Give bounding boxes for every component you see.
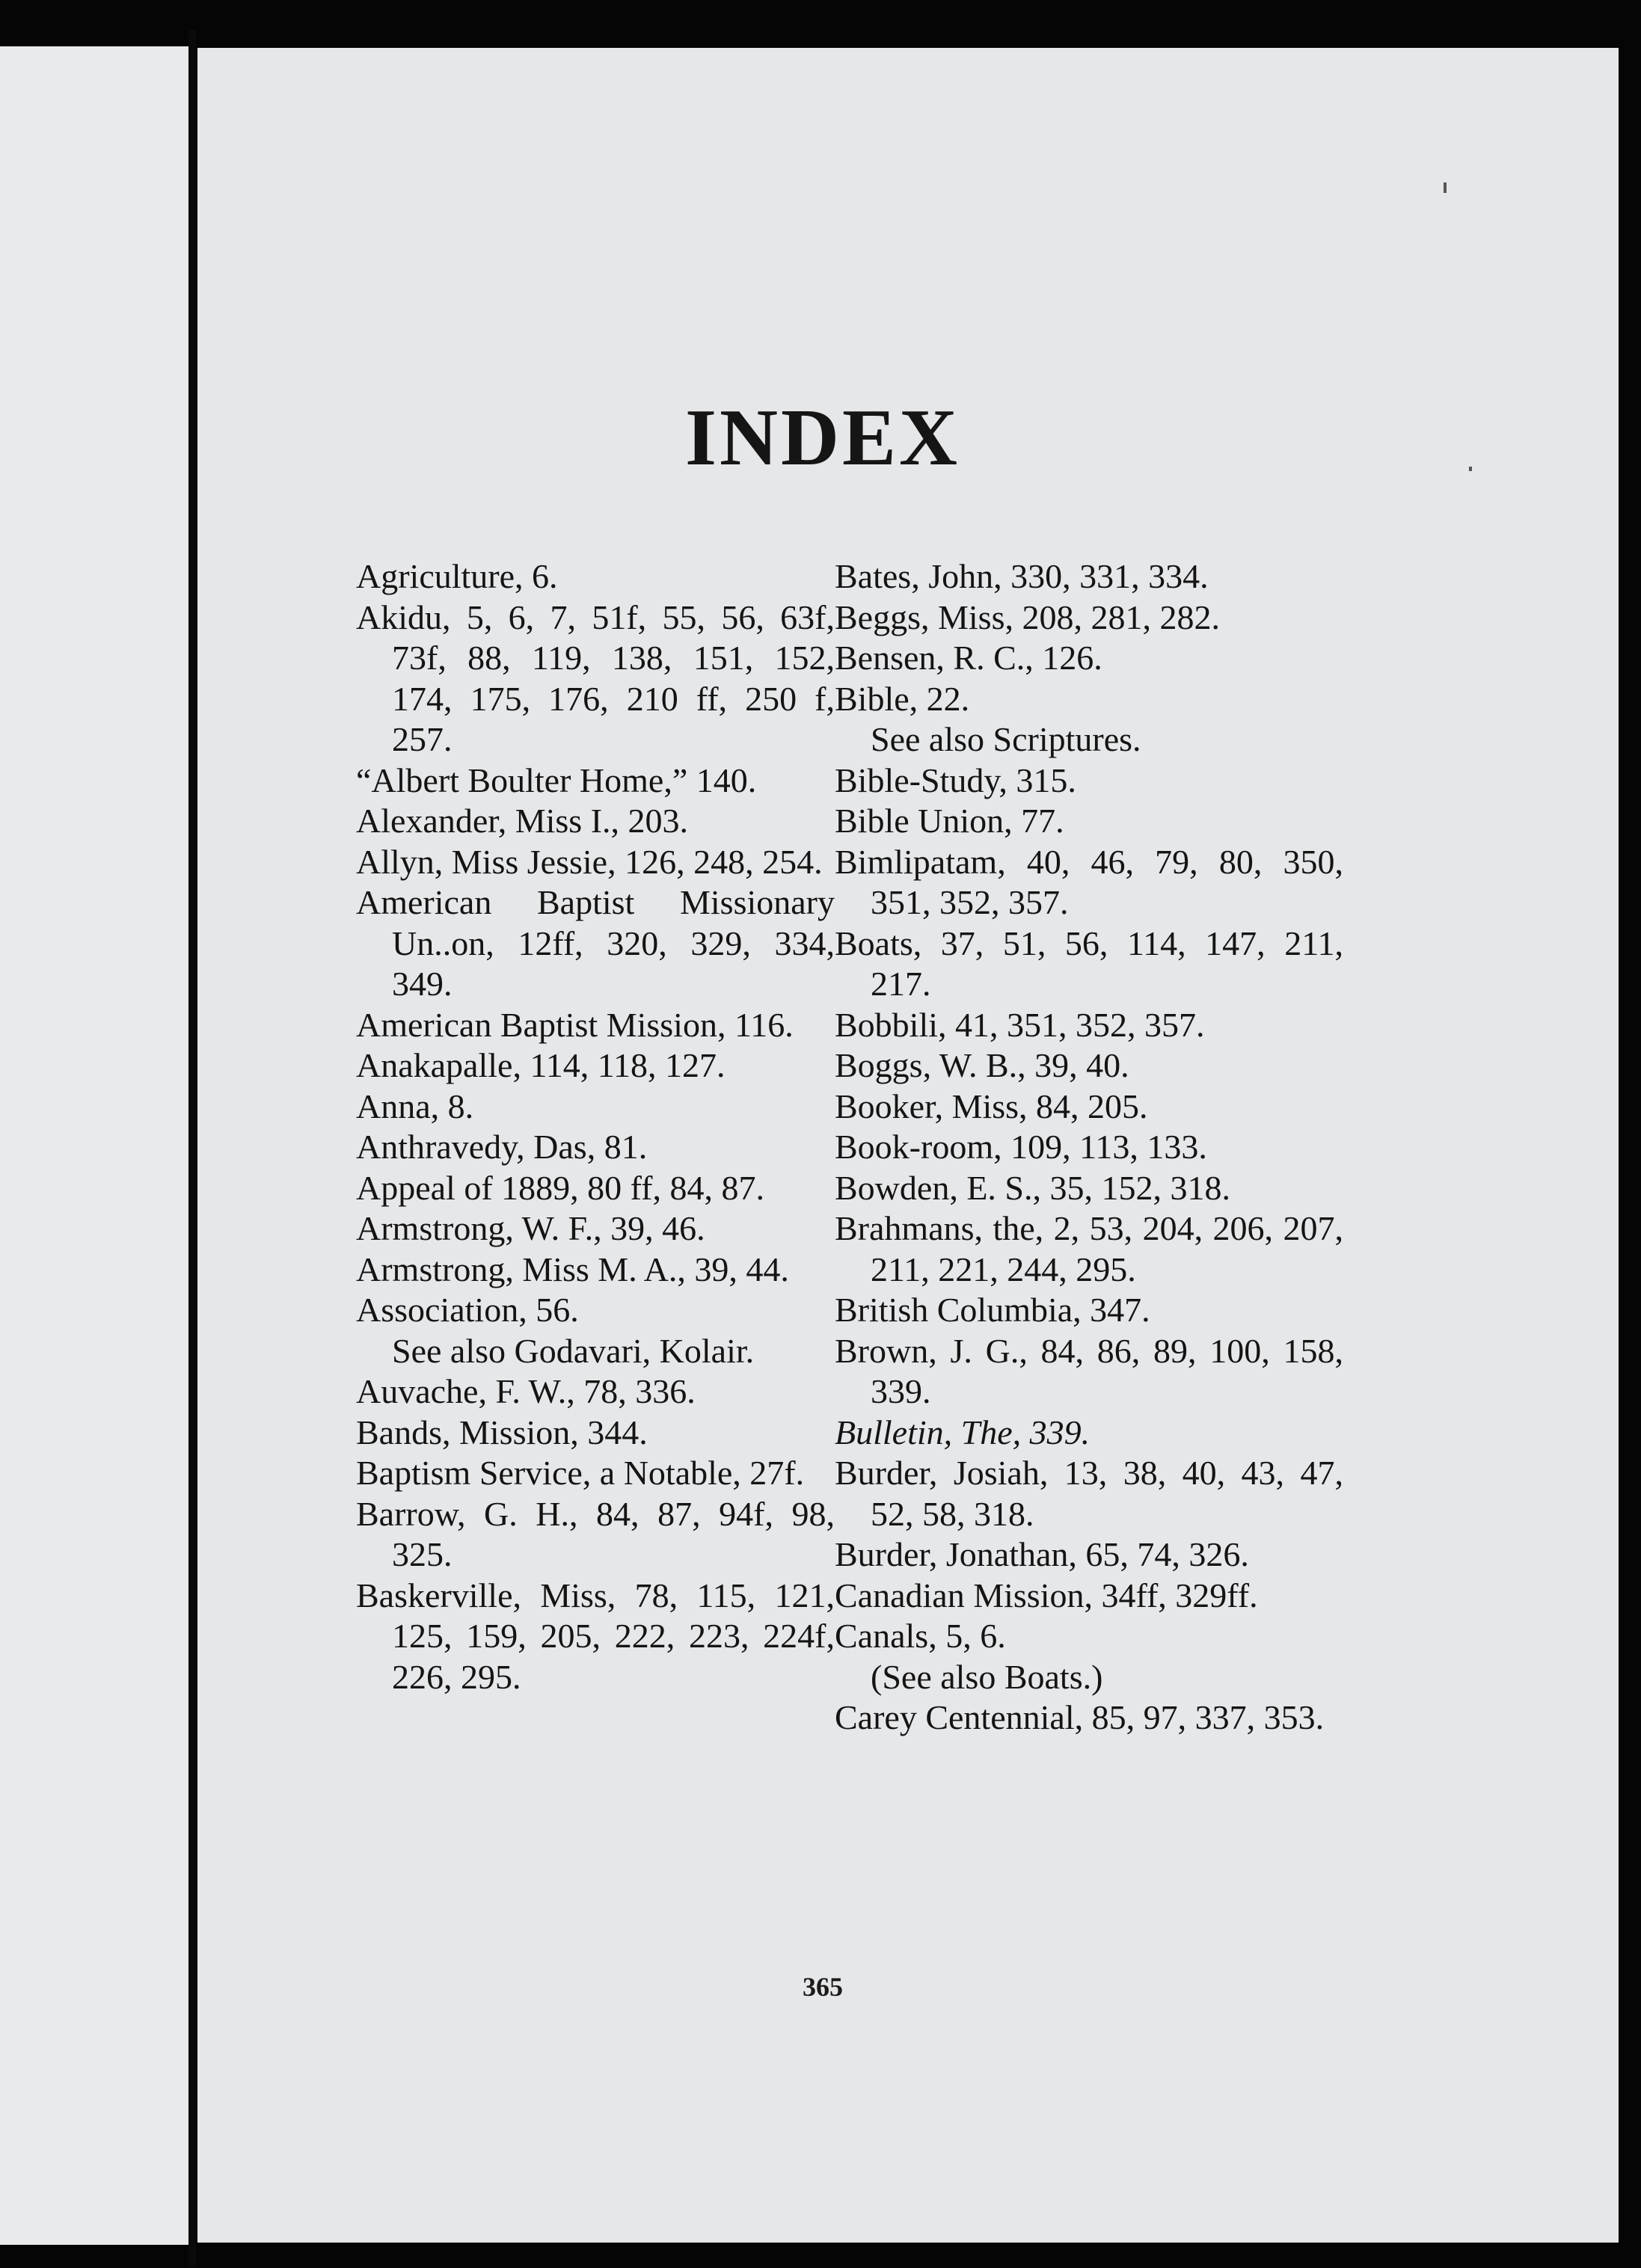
index-entry: American Baptist Missionary Un..on, 12ff, 320, 329, 334, 349.: [356, 883, 835, 1003]
index-entry: Bands, Mission, 344.: [356, 1413, 648, 1451]
index-entry: Bible, 22.: [835, 679, 970, 718]
index-column-right: [835, 556, 1343, 1739]
scan-speck: [1469, 467, 1472, 471]
index-entry: Armstrong, W. F., 39, 46.: [356, 1209, 705, 1247]
book-gutter: [188, 30, 196, 2266]
index-entry: British Columbia, 347.: [835, 1291, 1150, 1329]
index-entry: Bowden, E. S., 35, 152, 318.: [835, 1168, 1230, 1207]
index-entry: Agriculture, 6.: [356, 557, 558, 595]
index-see-also: (See also Boats.): [871, 1657, 1103, 1696]
index-entry: Barrow, G. H., 84, 87, 94f, 98, 325.: [356, 1494, 835, 1573]
index-entry: Bulletin, The, 339.: [835, 1413, 1091, 1451]
page-title: INDEX: [684, 393, 961, 482]
index-entry: Allyn, Miss Jessie, 126, 248, 254.: [356, 842, 823, 881]
index-entry: Bensen, R. C., 126.: [835, 639, 1102, 677]
index-entry: Bible Union, 77.: [835, 802, 1064, 840]
index-entry: Baptism Service, a Notable, 27f.: [356, 1454, 805, 1492]
index-see-also: See also Godavari, Kolair.: [392, 1331, 755, 1370]
index-entry: Anna, 8.: [356, 1087, 474, 1125]
facing-page-edge: [0, 46, 188, 2245]
index-entry: Boats, 37, 51, 56, 114, 147, 211, 217.: [835, 924, 1343, 1003]
index-entry: Booker, Miss, 84, 205.: [835, 1087, 1148, 1125]
index-column-left: [356, 556, 835, 1697]
index-entry: American Baptist Mission, 116.: [356, 1005, 794, 1044]
index-entry: “Albert Boulter Home,” 140.: [356, 760, 757, 799]
scan-speck: [1444, 182, 1447, 193]
index-entry: Boggs, W. B., 39, 40.: [835, 1046, 1129, 1084]
index-see-also: See also Scriptures.: [871, 720, 1141, 758]
index-entry: Anakapalle, 114, 118, 127.: [356, 1046, 726, 1084]
page-number: 365: [803, 1972, 843, 2002]
index-entry: Bates, John, 330, 331, 334.: [835, 557, 1209, 595]
index-entry: Baskerville, Miss, 78, 115, 121, 125, 159, 205, 222, 223, 224f, 226, 295.: [356, 1576, 835, 1696]
index-entry: Carey Centennial, 85, 97, 337, 353.: [835, 1698, 1325, 1736]
index-entry: Burder, Jonathan, 65, 74, 326.: [835, 1535, 1249, 1573]
index-entry: Beggs, Miss, 208, 281, 282.: [835, 597, 1220, 636]
index-entry: Canadian Mission, 34ff, 329ff.: [835, 1576, 1258, 1614]
index-entry: Akidu, 5, 6, 7, 51f, 55, 56, 63f, 73f, 88, 119, 138, 151, 152, 174, 175, 176, 210 ff, 250 f, 257.: [356, 597, 835, 758]
index-entry: Canals, 5, 6.: [835, 1617, 1006, 1655]
index-entry: Alexander, Miss I., 203.: [356, 802, 689, 840]
index-page: [197, 48, 1619, 2243]
index-entry: Brown, J. G., 84, 86, 89, 100, 158, 339.: [835, 1331, 1343, 1410]
index-entry: Bimlipatam, 40, 46, 79, 80, 350, 351, 352, 357.: [835, 842, 1343, 921]
index-entry: Association, 56.: [356, 1291, 579, 1329]
index-entry: Auvache, F. W., 78, 336.: [356, 1372, 696, 1410]
index-entry: Anthravedy, Das, 81.: [356, 1128, 648, 1166]
index-entry: Burder, Josiah, 13, 38, 40, 43, 47, 52, 58, 318.: [835, 1454, 1343, 1533]
index-entry: Bible-Study, 315.: [835, 760, 1076, 799]
index-entry: Brahmans, the, 2, 53, 204, 206, 207, 211, 221, 244, 295.: [835, 1209, 1343, 1288]
index-entry: Book-room, 109, 113, 133.: [835, 1128, 1207, 1166]
index-entry: Appeal of 1889, 80 ff, 84, 87.: [356, 1168, 764, 1207]
index-entry: Armstrong, Miss M. A., 39, 44.: [356, 1250, 789, 1288]
index-entry: Bobbili, 41, 351, 352, 357.: [835, 1005, 1205, 1044]
